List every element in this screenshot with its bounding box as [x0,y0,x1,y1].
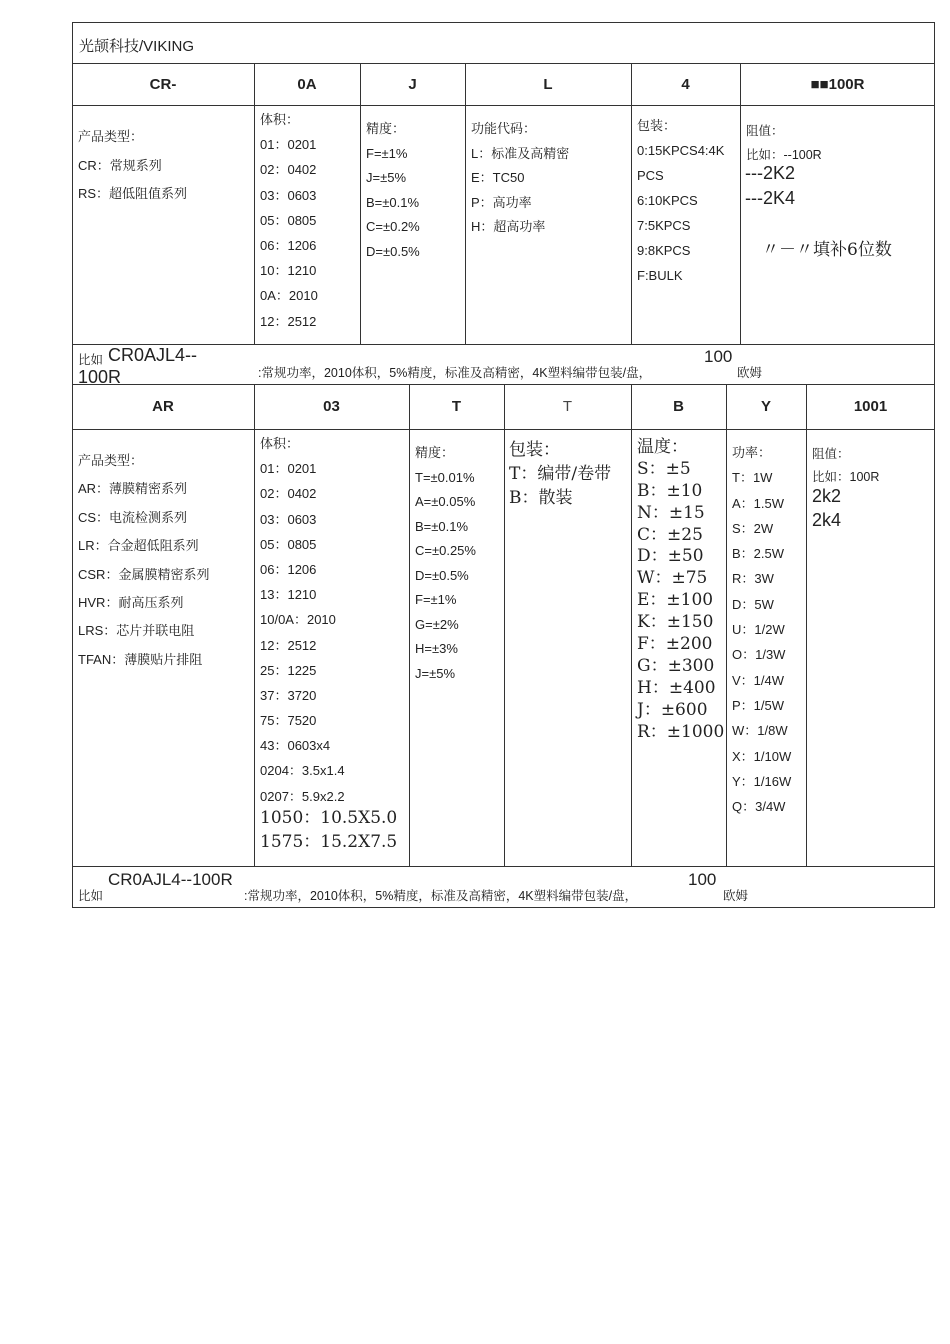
list-item: HVR：耐高压系列 [78,594,184,610]
t2-header-type: AR [152,398,174,415]
list-item: CR：常规系列 [78,157,162,173]
t1-example-desc: :常规功率，2010体积，5%精度，标准及高精密，4K塑料编带包装/盘， [258,366,652,380]
list-item: 0204：3.5x1.4 [260,763,345,779]
list-item: 05：0805 [260,212,317,228]
title-row [72,22,935,64]
list-item: A：1.5W [732,495,785,511]
t1-tolerance-title: 精度： [366,121,406,136]
list-item: K：±150 [637,612,714,633]
list-item: B=±0.1% [415,518,469,534]
t1-example-code: CR0AJL4-- [108,345,198,365]
t1-col-size [260,107,318,334]
t2-col-power [732,440,791,819]
t2-power-title: 功率： [732,445,772,460]
list-item: F:BULK [637,268,683,283]
t1-header-function: L [543,76,553,93]
list-item: L：标准及高精密 [471,145,570,161]
list-item: Q：3/4W [732,799,786,815]
list-item: 13：1210 [260,587,317,603]
list-item: B：散装 [509,488,573,508]
list-item: G：±300 [637,655,715,676]
list-item: 12：2512 [260,637,317,653]
list-item: 06：1206 [260,561,317,577]
list-item: V：1/4W [732,672,785,688]
list-item: D=±0.5% [366,243,420,259]
t1-resistance-item: ---2K4 [745,188,796,208]
t2-col-type [78,447,209,674]
t2-header-packaging: T [562,398,573,415]
list-item: J：±600 [637,699,708,720]
list-item: O：1/3W [732,647,786,663]
t1-col-type [78,123,187,209]
t2-size-extra: 1575：15.2X7.5 [260,832,398,852]
list-item: F=±1% [366,145,408,161]
list-item: E：±100 [637,590,714,611]
list-item: 25：1225 [260,662,317,678]
t1-function-title: 功能代码： [471,121,537,136]
t2-example-desc: :常规功率，2010体积，5%精度，标准及高精密，4K塑料编带包装/盘， [244,889,638,903]
list-item: C=±0.25% [415,543,476,558]
t2-example-code: CR0AJL4--100R [108,870,233,889]
list-item: N：±15 [637,502,705,523]
list-item: LR：合金超低阻系列 [78,538,199,554]
t1-example-value: 100 [704,347,733,366]
t1-header-type: CR- [149,76,177,93]
t1-header-size: 0A [297,76,317,93]
list-item: 10/0A：2010 [260,612,336,628]
list-item: 06：1206 [260,237,317,253]
list-item: 03：0603 [260,511,317,527]
list-item: H：±400 [637,677,716,698]
t2-col-tcr [637,437,724,743]
t1-resistance-example: 比如：--100R [746,148,822,162]
list-item: W：±75 [637,568,708,589]
list-item: T：1W [732,470,773,486]
list-item: R：3W [732,571,774,587]
list-item: A=±0.05% [415,494,476,509]
t1-col-packaging [637,113,724,288]
list-item: C=±0.2% [366,219,420,234]
list-item: 05：0805 [260,536,317,552]
t1-resistance-note: 〃－〃填补6位数 [762,240,892,260]
company-title: 光颉科技/VIKING [79,38,195,55]
t2-example-unit: 欧姆 [723,889,749,903]
list-item: TFAN：薄膜贴片排阻 [78,651,203,667]
t1-example-code-cont: 100R [78,367,122,387]
list-item: LRS：芯片并联电阻 [78,623,195,639]
t2-header-resistance: 1001 [853,398,888,415]
list-item: 0207：5.9x2.2 [260,788,345,804]
list-item: 0A：2010 [260,288,318,304]
t2-resistance-item: 2k2 [812,486,842,506]
list-item: PCS [637,168,664,183]
t1-header-resistance: ■■100R [810,76,865,93]
t1-example-unit: 欧姆 [737,366,763,380]
t1-size-title: 体积： [260,112,300,127]
list-item: P：1/5W [732,697,785,713]
t1-type-title: 产品类型： [78,129,144,144]
list-item: X：1/10W [732,748,792,764]
list-item: 9:8KPCS [637,243,691,258]
list-item: B：±10 [637,480,703,501]
t2-packaging-title: 包装： [509,440,560,460]
list-item: P：高功率 [471,194,532,210]
list-item: Y：1/16W [732,773,792,789]
list-item: B=±0.1% [366,194,420,210]
list-item: 03：0603 [260,187,317,203]
list-item: H：超高功率 [471,219,546,234]
t1-header-packaging: 4 [681,76,690,93]
t2-tolerance-title: 精度： [415,445,455,460]
t1-example-prefix: 比如 [78,353,104,367]
list-item: D：±50 [637,546,704,567]
list-item: 12：2512 [260,313,317,329]
list-item: U：1/2W [732,622,785,638]
list-item: H=±3% [415,641,458,656]
t2-col-packaging [509,438,611,510]
list-item: D：5W [732,596,774,612]
t2-size-extra: 1050：10.5X5.0 [260,808,398,828]
list-item: 0:15KPCS4:4K [637,143,725,158]
list-item: 7:5KPCS [637,218,691,233]
list-item: 37：3720 [260,687,317,703]
list-item: C：±25 [637,524,703,545]
list-item: T=±0.01% [415,469,475,485]
t2-resistance-title: 阻值： [812,447,850,461]
list-item: 10：1210 [260,263,317,279]
list-item: F：±200 [637,634,713,655]
list-item: 02：0402 [260,486,317,502]
t2-header-size: 03 [323,398,340,415]
t1-col-function [471,117,569,240]
list-item: AR：薄膜精密系列 [78,481,188,497]
t1-resistance-title: 阻值： [746,124,784,138]
list-item: 01：0201 [260,461,317,477]
list-item: W：1/8W [732,723,788,739]
t2-size-title: 体积： [260,436,300,451]
list-item: B：2.5W [732,546,785,562]
list-item: RS：超低阻值系列 [78,186,188,201]
t2-header-power: Y [760,398,771,415]
t1-packaging-title: 包装： [637,118,677,133]
list-item: R：±1000 [637,721,725,742]
t1-resistance-item: ---2K2 [745,163,796,183]
t1-col-tolerance [366,117,420,264]
list-item: J=±5% [366,170,407,185]
t2-tcr-title: 温度： [637,437,688,457]
t2-header-tolerance: T [451,398,462,415]
list-item: S：2W [732,520,774,536]
t2-header-tcr: B [673,398,684,415]
list-item: 01：0201 [260,137,317,153]
t2-example-value: 100 [688,870,717,889]
t2-type-title: 产品类型： [78,453,144,468]
list-item: 6:10KPCS [637,193,698,208]
list-item: 02：0402 [260,162,317,178]
list-item: D=±0.5% [415,567,469,583]
list-item: 43：0603x4 [260,738,331,754]
list-item: E：TC50 [471,170,525,185]
list-item: S：±5 [637,458,691,479]
t2-resistance-example: 比如：100R [812,470,880,484]
t2-example-prefix: 比如 [78,889,104,903]
list-item: G=±2% [415,616,459,632]
t2-resistance-item: 2k4 [812,510,842,530]
list-item: F=±1% [415,592,457,607]
t2-col-size [260,431,345,809]
list-item: CS：电流检测系列 [78,509,188,525]
list-item: J=±5% [415,665,456,681]
t2-col-tolerance [415,441,476,686]
list-item: T：编带/卷带 [509,464,612,484]
list-item: CSR：金属膜精密系列 [78,566,210,582]
list-item: 75：7520 [260,713,317,729]
t1-header-tolerance: J [408,76,417,93]
